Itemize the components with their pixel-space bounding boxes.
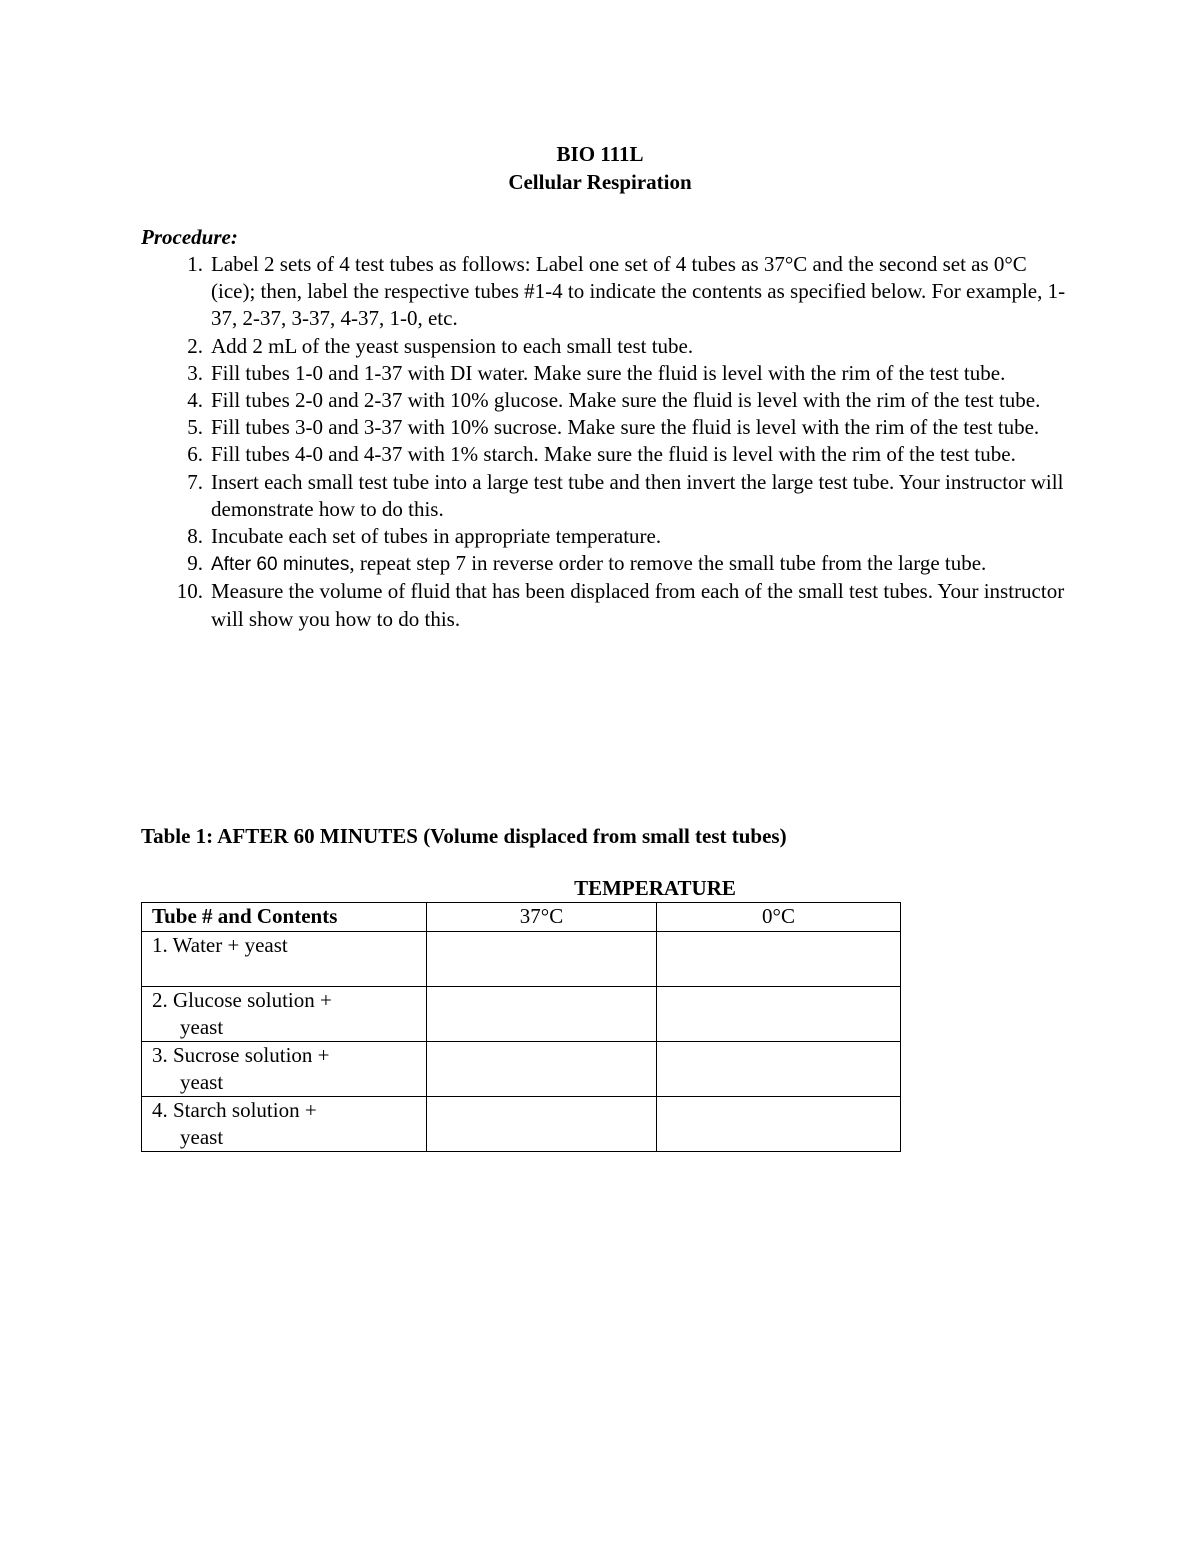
table-header-row (142, 903, 901, 932)
step-lead-text: After 60 minutes (211, 554, 350, 576)
step-number: 7. (187, 469, 203, 494)
step-number: 10. (176, 579, 203, 604)
step-text: Fill tubes 1-0 and 1-37 with DI water. Make sure the fluid is level with the rim of the test tube. (211, 360, 1006, 385)
procedure-step (187, 387, 1071, 414)
course-code: BIO 111L (556, 142, 644, 166)
step-text: Measure the volume of fluid that has been displaced from each of the small test tubes. Your instructor will show you how to do this. (211, 579, 1065, 631)
cell-0c[interactable] (657, 1097, 901, 1152)
procedure-step (187, 333, 1071, 360)
column-header-37c: 37°C (427, 903, 657, 932)
row-label-line2: yeast (180, 1070, 224, 1094)
step-text: Incubate each set of tubes in appropriate temperature. (211, 524, 662, 549)
cell-0c[interactable] (657, 932, 901, 987)
row-label-line2: yeast (180, 1125, 224, 1149)
step-number: 2. (187, 333, 203, 358)
cell-0c[interactable] (657, 987, 901, 1042)
cell-37c[interactable] (427, 932, 657, 987)
procedure-step (187, 441, 1071, 468)
row-label-line1: 4. Starch solution + (152, 1098, 317, 1122)
step-text: Insert each small test tube into a large test tube and then invert the large test tube. Your instructor will demonstrate how to do this. (211, 469, 1064, 521)
procedure-step (187, 550, 1071, 578)
row-label (142, 987, 427, 1042)
procedure-step (176, 578, 1071, 632)
row-label (142, 932, 427, 987)
cell-0c[interactable] (657, 1042, 901, 1097)
procedure-step (187, 523, 1071, 550)
row-label-line2: yeast (180, 1015, 224, 1039)
row-label-line1: 3. Sucrose solution + (152, 1043, 330, 1067)
step-text: Label 2 sets of 4 test tubes as follows: Label one set of 4 tubes as 37°C and the second set as 0°C (ice); then, label the respective tubes #1-4 to indicate the contents as specified below. For example, 1-37, 2-37, 3-37, 4-37, 1-0, etc. (211, 252, 1066, 331)
table-row (142, 1097, 901, 1152)
column-header-contents: Tube # and Contents (142, 903, 427, 932)
step-text: Fill tubes 3-0 and 3-37 with 10% sucrose. Make sure the fluid is level with the rim of the test tube. (211, 415, 1040, 440)
column-header-0c: 0°C (657, 903, 901, 932)
page-title: Cellular Respiration (508, 170, 692, 194)
step-number: 8. (187, 524, 203, 549)
row-label (142, 1097, 427, 1152)
cell-37c[interactable] (427, 1097, 657, 1152)
procedure-steps (176, 251, 1071, 633)
table-row (142, 1042, 901, 1097)
table-caption: Table 1: AFTER 60 MINUTES (Volume displaced from small test tubes) (141, 824, 787, 848)
step-number: 6. (187, 442, 203, 467)
table-row (142, 987, 901, 1042)
temperature-heading: TEMPERATURE (574, 876, 736, 900)
cell-37c[interactable] (427, 1042, 657, 1097)
row-label-line1: 1. Water + yeast (152, 933, 288, 957)
table-row (142, 932, 901, 987)
procedure-heading: Procedure: (141, 225, 238, 249)
step-number: 1. (187, 252, 203, 276)
step-number: 5. (187, 415, 203, 440)
step-number: 9. (187, 551, 203, 576)
step-text: Fill tubes 4-0 and 4-37 with 1% starch. Make sure the fluid is level with the rim of the test tube. (211, 442, 1016, 467)
step-text: Add 2 mL of the yeast suspension to each small test tube. (211, 333, 694, 358)
procedure-step (187, 469, 1071, 523)
step-text: , repeat step 7 in reverse order to remove the small tube from the large tube. (349, 551, 987, 576)
procedure-step (187, 414, 1071, 441)
cell-37c[interactable] (427, 987, 657, 1042)
row-label-line1: 2. Glucose solution + (152, 988, 332, 1012)
step-number: 3. (187, 360, 203, 385)
step-text: Fill tubes 2-0 and 2-37 with 10% glucose. Make sure the fluid is level with the rim of the test tube. (211, 388, 1041, 413)
step-number: 4. (187, 388, 203, 413)
procedure-step (187, 360, 1071, 387)
procedure-step (187, 251, 1071, 333)
results-table (141, 902, 901, 1152)
row-label (142, 1042, 427, 1097)
